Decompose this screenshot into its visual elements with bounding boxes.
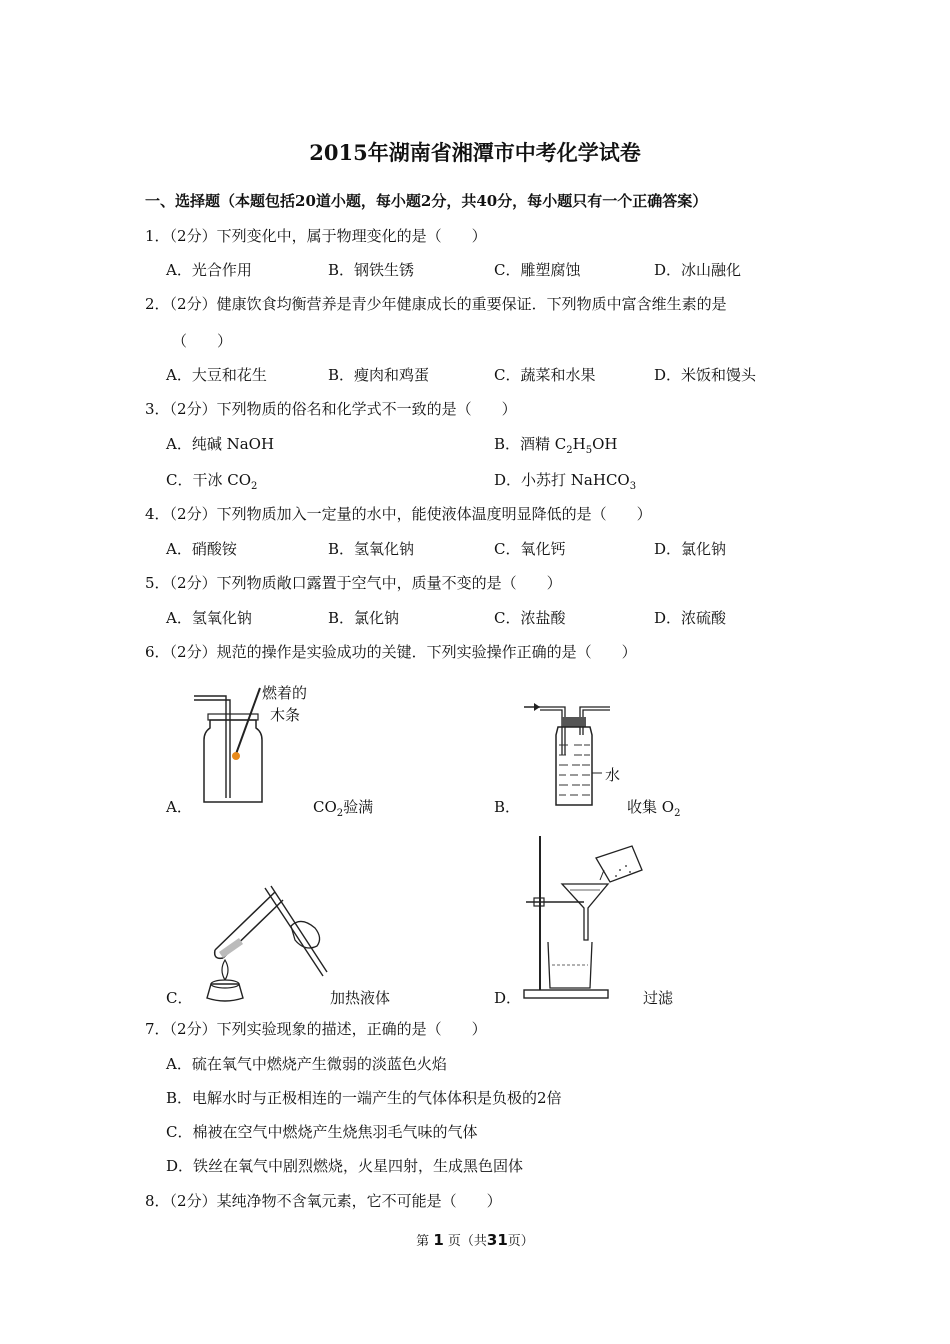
q1-option-a: A．光合作用 — [166, 261, 252, 279]
q4-option-b: B．氢氧化钠 — [328, 540, 415, 558]
q3-option-b: B．酒精 $C_2H_5OH$ — [494, 435, 618, 456]
section-heading: 一、选择题（本题包括20道小题，每小题2分，共40分，每小题只有一个正确答案） — [145, 192, 708, 210]
q4-option-a: A．硝酸铵 — [166, 540, 237, 558]
total-pages: 31 — [486, 1231, 508, 1249]
figure-b-collect-o2 — [520, 695, 640, 815]
figure-d-filtration — [520, 830, 650, 1002]
q6-option-b-letter: B． — [494, 798, 521, 816]
q6-option-b-caption: 收集 $O_2$ — [627, 798, 681, 819]
q1-option-b: B．钢铁生锈 — [328, 261, 415, 279]
q3-option-c: C．干冰 $CO_2$ — [166, 471, 258, 492]
q7-option-c: C．棉被在空气中燃烧产生烧焦羽毛气味的气体 — [166, 1123, 478, 1141]
page-footer: 第 1 页（共31页） — [416, 1231, 534, 1249]
question-4-stem: 4．（2分）下列物质加入一定量的水中，能使液体温度明显降低的是（ ） — [145, 505, 652, 523]
question-2-stem-cont: （ ） — [172, 332, 233, 350]
q6-option-a-caption: $CO_2$验满 — [313, 798, 374, 819]
q4-option-c: C．氧化钙 — [494, 540, 566, 558]
page-number: 1 — [433, 1231, 444, 1249]
figure-a-co2-test — [190, 680, 330, 810]
q1-option-d: D．冰山融化 — [654, 261, 742, 279]
q6-option-a-letter: A． — [166, 798, 192, 816]
question-8-stem: 8．（2分）某纯净物不含氧元素，它不可能是（ ） — [145, 1192, 502, 1210]
q2-option-a: A．大豆和花生 — [166, 366, 267, 384]
question-3-stem: 3．（2分）下列物质的俗名和化学式不一致的是（ ） — [145, 400, 517, 418]
q7-option-a: A．硫在氧气中燃烧产生微弱的淡蓝色火焰 — [166, 1055, 447, 1073]
q4-option-d: D．氯化钠 — [654, 540, 727, 558]
q1-option-c: C．雕塑腐蚀 — [494, 261, 581, 279]
figure-a-label-line1: 燃着的 — [262, 684, 308, 702]
q3-option-a: A．纯碱 NaOH — [166, 435, 275, 453]
q6-option-c-caption: 加热液体 — [330, 989, 391, 1007]
q2-option-d: D．米饭和馒头 — [654, 366, 757, 384]
question-6-stem: 6．（2分）规范的操作是实验成功的关键．下列实验操作正确的是（ ） — [145, 643, 637, 661]
q6-option-d-caption: 过滤 — [643, 989, 674, 1007]
question-1-stem: 1．（2分）下列变化中，属于物理变化的是（ ） — [145, 227, 487, 245]
question-2-stem: 2．（2分）健康饮食均衡营养是青少年健康成长的重要保证．下列物质中富含维生素的是 — [145, 295, 727, 313]
page-title: 2015年湖南省湘潭市中考化学试卷 — [309, 140, 641, 165]
question-7-stem: 7．（2分）下列实验现象的描述，正确的是（ ） — [145, 1020, 487, 1038]
question-5-stem: 5．（2分）下列物质敞口露置于空气中，质量不变的是（ ） — [145, 574, 562, 592]
q6-option-c-letter: C． — [166, 989, 193, 1007]
q7-option-d: D．铁丝在氧气中剧烈燃烧，火星四射，生成黑色固体 — [166, 1157, 524, 1175]
figure-c-heating-liquid — [195, 880, 335, 1005]
q2-option-c: C．蔬菜和水果 — [494, 366, 596, 384]
q5-option-b: B．氯化钠 — [328, 609, 400, 627]
q5-option-d: D．浓硫酸 — [654, 609, 727, 627]
figure-b-water-label: 水 — [605, 766, 621, 784]
figure-a-label-line2: 木条 — [270, 706, 301, 724]
q5-option-a: A．氢氧化钠 — [166, 609, 252, 627]
q6-option-d-letter: D． — [494, 989, 522, 1007]
q7-option-b: B．电解水时与正极相连的一端产生的气体体积是负极的2倍 — [166, 1089, 562, 1107]
q3-option-d: D．小苏打 NaHCO$_3$ — [494, 471, 637, 492]
q2-option-b: B．瘦肉和鸡蛋 — [328, 366, 430, 384]
q5-option-c: C．浓盐酸 — [494, 609, 566, 627]
